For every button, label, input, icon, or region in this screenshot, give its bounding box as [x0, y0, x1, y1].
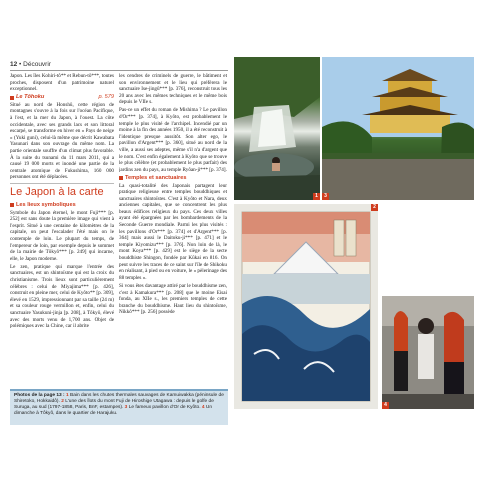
- caption-label: Photos de la page 13 :: [14, 393, 65, 398]
- photo-harajuku: [382, 296, 474, 409]
- header-rule: [10, 70, 228, 71]
- page-header: 12 • Découvrir: [10, 61, 51, 68]
- text-column-right: [119, 73, 227, 391]
- photo-caption-box: [10, 389, 228, 425]
- photo-hiroshige-print: [234, 204, 378, 409]
- text-column-left: [10, 73, 114, 391]
- paragraph: Situé au nord de Honshû, cette région de montagnes s'ouvre à la fois sur l'océan Pacifique, à l'est, et la mer du Japon, à l'ouest. La côte occidentale, avec ses grands lacs et son littoral escarpé, se transforme en hiver en « Pays de neige » (Yuki guni), celui-là même que décrit Kawabata Yasunari dans son ouvrage du même nom. La partie orientale souffre d'un climat plus favorable. À la suite du tsunami du 11 mars 2011, qui a causé 19 000 morts et inondé une partie de la centrale atomique de Fukushima, 160 000 personnes ont été déplacées.: [10, 101, 114, 181]
- paragraph: Pas-ce un effet du roman de Mishima ? Le pavillon d'Or*** [p. 374], à Kyôto, est probablement le temple le plus visité de l'archipel. Incendié par un moine à la fin des années 1950, il a été reconstruit à l'identique presque aussitôt. Son alter ego, le pavillon d'Argent*** [p. 360], situé au nord de la ville, a aussi ses adeptes, même s'il n'a d'argent que le nom. C'est enfin également à Kyôto que se trouve le plus célèbre (et probablement le plus parfait) des jardins zen du pays, au temple Ryôan-ji*** [p. 374].: [119, 107, 227, 173]
- subheading-text: Les lieux symboliques: [16, 202, 76, 208]
- section-heading: Le Japon à la carte: [10, 183, 114, 199]
- paragraph: les cendres de criminels de guerre, le bâtiment et son environnement et le lieu qui préfèrera le sanctuaire Ise-jingû*** [p. 376], reconstruit tous les 20 ans avec les mêmes techniques et le même bois depuis le VIIe s.: [119, 73, 227, 106]
- paragraph: Le zen, pratique qui marque l'entrée des sanctuaires, est un shintoïsme qui est la croix du christianisme. Trois lieux sont particulièrement célèbres : celui de Miyajima*** [p. 426], construit en pleine mer, celui de Kyôto** [p. 309], élevé en 1529, impressionnant par sa taille (24 m) et sa couleur rouge vermillon et, enfin, celui du sanctuaire Yasukuni-jinja [p. 208], à Tôkyô, élevé avec des morts venu de 1,700 ans. Objet de polémiques avec la Chine, car il abrite: [10, 263, 114, 330]
- pavilion-illustration: [322, 57, 474, 200]
- subheading-text: Le Tôhoku: [16, 94, 45, 101]
- photo-badge: 2: [371, 204, 378, 211]
- caption-item: 4 Un dimanche à Tôkyô, dans le quartier de Harajuku.: [14, 405, 213, 417]
- photo-badge: 1: [313, 193, 320, 200]
- bullet-square-icon: [119, 176, 123, 180]
- paragraph: Si vous êtes davantage attiré par le bouddhisme zen, c'est à Kamakura*** [p. 208] que le moine Eisai fonda, au XIIe s., les premiers temples de cette branche du bouddhisme. Haut lieu du shintoïsme, Nikkô*** [p. 256] possède: [119, 282, 227, 316]
- caption-item: 2 L'une des îlots du mont Fuji de Hiroshige Utagawa : depuis le golfe de Suruga, au sud (1797-1858, Paris, BnF, estampes).: [14, 399, 214, 411]
- waterfall-illustration: [234, 57, 320, 200]
- section-title: Découvrir: [23, 61, 51, 68]
- paragraph: Japon. Les îles Kohiri-tô** et Rebun-tô***, toutes proches, disposent d'un patrimoine naturel exceptionnel.: [10, 73, 114, 93]
- subheading-tohoku: [10, 94, 114, 101]
- photo-waterfall-bath: [234, 57, 320, 200]
- page-ref: p. 579: [98, 94, 114, 101]
- photo-badge: 4: [382, 402, 389, 409]
- page-number: 12: [10, 61, 18, 68]
- caption-item: 1 Bain dans les chutes thermales sauvages de Kamuiwakka (péninsule de Shiretoko, Hokkaidô).: [14, 393, 224, 405]
- subheading-lieux: [10, 202, 114, 209]
- harajuku-illustration: [382, 296, 474, 409]
- subheading-temples: [119, 175, 227, 182]
- bullet-square-icon: [10, 96, 14, 100]
- print-illustration: [234, 204, 378, 409]
- photo-golden-pavilion: [322, 57, 474, 200]
- photo-badge: 3: [322, 193, 329, 200]
- paragraph: Symbole du Japon éternel, le mont Fuji*** [p. 252] est sans doute la première image qui vient à l'esprit. Situé à une centaine de kilomètres de la capitale, on peut l'escalader l'été mais on le contemple de loin. Le plupart du temps, de l'empereur de loin, par exemple depuis le sommet de la mairie de Tôkyô*** [p. 249] qui incarne, elle, le Japon moderne.: [10, 209, 114, 262]
- caption-item: 3 Le fameux pavillon d'Or de Kyôto.: [124, 405, 201, 411]
- bullet-square-icon: [10, 203, 14, 207]
- paragraph: La quasi-totalité des Japonais partagent leur pratique religieuse entre temples bouddhiques et sanctuaires shintoïstes. C'est à Kyôto et Nara, deux anciennes capitales, que se concentrent les plus beaux édifices religieux du pays. Ces deux villes ayant été épargnées par les bombardements de la Seconde Guerre mondiale. Parmi les plus visités : les pavillons d'Or*** [p. 374] et d'Argent*** [p. 364] mais aussi le Daitoku-ji*** [p. 471] et le temple Kiyomizu*** [p. 376]. Non loin de là, le mont Koya*** [p. 429] est le siège de la secte bouddhiste Shingon, fondée par Kûkai en 816. On peut suivre les traces de ce saint sur l'île de Shikoku en réalisant, à pied ou en voiture, le « pèlerinage des 88 temples ».: [119, 182, 227, 281]
- subheading-text: Temples et sanctuaires: [125, 174, 187, 181]
